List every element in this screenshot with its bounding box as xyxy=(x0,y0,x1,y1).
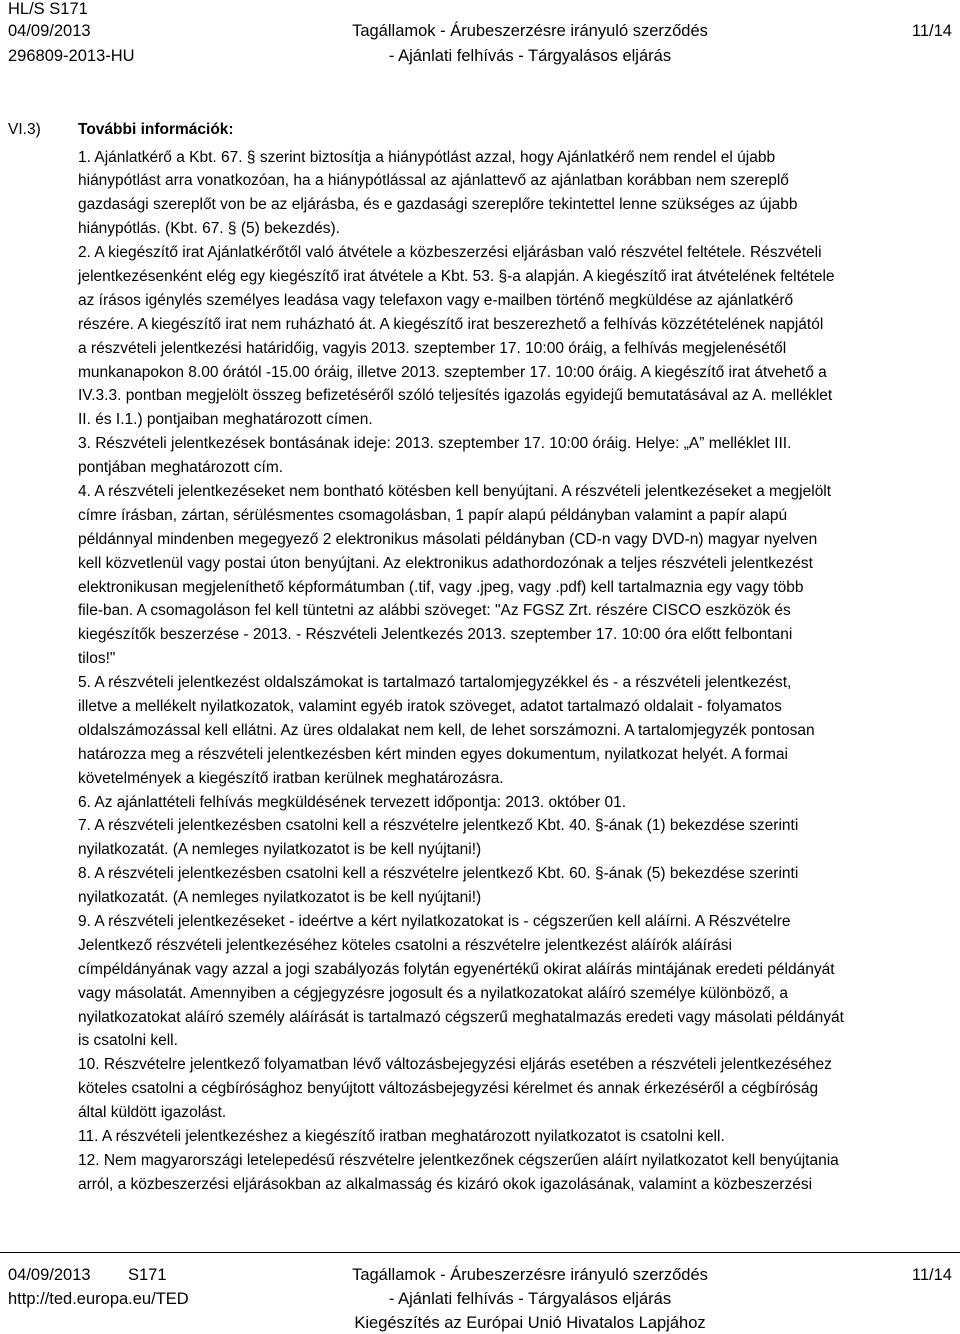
body-text-line: a részvételi jelentkezési határidőig, vagyis 2013. szeptember 17. 10:00 óráig, a felhívás megjelenésétől xyxy=(78,339,787,357)
body-text-line: II. és I.1.) pontjaiban meghatározott címen. xyxy=(78,411,373,429)
body-text-line: 7. A részvételi jelentkezésben csatolni kell a részvételre jelentkező Kbt. 40. §-ának (1) bekezdése szerinti xyxy=(78,817,799,835)
body-text-line: vagy másolatát. Amennyiben a cégjegyzésre jogosult és a nyilatkozatokat aláíró személye különböző, a xyxy=(78,984,788,1002)
footer-title-line2: - Ajánlati felhívás - Tárgyalásos eljárás xyxy=(388,1290,672,1308)
body-text-line: az írásos igénylés személyes leadása vagy telefaxon vagy e-mailben történő megküldése az ajánlatkérő xyxy=(78,291,794,309)
body-text-line: 9. A részvételi jelentkezéseket - ideértve a kért nyilatkozatokat is - cégszerűen kell aláírni. A Részvételre xyxy=(78,913,791,930)
body-text-line: nyilatkozatokat aláíró személy aláírását is tartalmazó cégszerű meghatalmazás eredeti vagy másolati példányát xyxy=(78,1008,844,1026)
body-text-line: 5. A részvételi jelentkezést oldalszámokat is tartalmazó tartalomjegyzékkel és - a részvételi jelentkezést, xyxy=(78,674,792,692)
document-code: HL/S S171 xyxy=(8,0,88,18)
body-text-line: köteles csatolni a cégbírósághoz benyújtott változásbejegyzési kérelmet és annak érkezéséről a cégbíróság xyxy=(78,1080,819,1098)
body-text-line: határozza meg a részvételi jelentkezésben kért minden egyes dokumentum, nyilatkozat helyét. A formai xyxy=(78,745,788,763)
body-text-line: Jelentkező részvételi jelentkezéséhez köteles csatolni a részvételre jelentkezést aláírók aláírási xyxy=(78,936,732,954)
body-text-line: címpéldányának vagy azzal a jogi szabályozás folytán egyenértékű okirat aláírás mintájának eredeti példányát xyxy=(78,960,835,978)
body-text-line: példánnyal mindenben megegyező 2 elektronikus másolati példányban (CD-n vagy DVD-n) magyar nyelven xyxy=(78,530,818,548)
section-number: VI.3) xyxy=(8,121,41,138)
body-text-line: nyilatkozatát. (A nemleges nyilatkozatot is be kell nyújtani!) xyxy=(78,841,482,859)
body-text-line: kell közvetlenül vagy postai úton benyújtani. Az elektronikus adathordozónak a teljes részvételi jelentkezést xyxy=(78,554,813,572)
body-text-line: file-ban. A csomagoláson fel kell tüntetni az alábbi szöveget: "Az FGSZ Zrt. részére CISCO eszközök és xyxy=(78,602,791,620)
section-body xyxy=(78,146,952,1197)
body-text-line: címre írásban, zártan, sérülésmentes csomagolásban, 1 papír alapú példányban valamint a papír alapú xyxy=(78,506,788,524)
body-text-line: 8. A részvételi jelentkezésben csatolni kell a részvételre jelentkező Kbt. 60. §-ának (5) bekezdése szerinti xyxy=(78,865,799,883)
header-title-line1: Tagállamok - Árubeszerzésre irányuló szerződés xyxy=(352,22,708,40)
body-text-line: 12. Nem magyarországi letelepedésű részvételre jelentkezőnek cégszerűen aláírt nyilatkozatot kell benyújtania xyxy=(78,1151,839,1169)
footer-title-line3: Kiegészítés az Európai Unió Hivatalos Lapjához xyxy=(354,1314,706,1332)
body-text-line: munkanapokon 8.00 órától -15.00 óráig, illetve 2013. szeptember 17. 10:00 óráig. A kiegészítő irat átvehető a xyxy=(78,363,827,381)
body-text-line: 2. A kiegészítő irat Ajánlatkérőtől való átvétele a közbeszerzési eljárásban való részvétel feltétele. Részvételi xyxy=(78,244,822,262)
body-text-line: által küldött igazolást. xyxy=(78,1104,227,1122)
body-text-line: 4. A részvételi jelentkezéseket nem bontható kötésben kell benyújtani. A részvételi jelentkezéseket a megjelölt xyxy=(78,482,832,500)
body-text-line: pontjában meghatározott cím. xyxy=(78,459,284,477)
body-text-line: illetve a mellékelt nyilatkozatok, valamint egyéb iratok szöveget, adatot tartalmazó oldalait - folyamatos xyxy=(78,697,782,715)
body-text-line: 11. A részvételi jelentkezéshez a kiegészítő iratban meghatározott nyilatkozatot is csatolni kell. xyxy=(78,1128,725,1146)
body-text-line: gazdasági szereplőt von be az eljárásba, és e gazdasági szereplőre tekintettel lenne szükséges az újabb xyxy=(78,196,798,214)
footer-date: 04/09/2013 xyxy=(8,1266,91,1284)
body-text-line: 10. Részvételre jelentkező folyamatban lévő változásbejegyzési eljárás esetében a részvételi jelentkezéséhez xyxy=(78,1056,832,1074)
body-text-line: IV.3.3. pontban megjelölt összeg befizetéséről szóló teljesítés igazolás egyidejű bemutatásával az A. melléklet xyxy=(78,387,833,405)
footer-title-line1: Tagállamok - Árubeszerzésre irányuló szerződés xyxy=(352,1266,708,1284)
body-text-line: jelentkezésenként elég egy kiegészítő irat átvétele a Kbt. 53. §-a alapján. A kiegészítő irat átvételének feltétele xyxy=(78,267,835,285)
section-title: További információk: xyxy=(78,121,234,138)
header-date: 04/09/2013 xyxy=(8,22,91,40)
notice-id: 296809-2013-HU xyxy=(8,47,135,65)
body-text-line: tilos!" xyxy=(78,650,116,668)
body-text-line: is csatolni kell. xyxy=(78,1032,178,1050)
body-text-line: hiánypótlás. (Kbt. 67. § (5) bekezdés). xyxy=(78,220,340,238)
header-title-line2: - Ajánlati felhívás - Tárgyalásos eljárás xyxy=(388,47,672,65)
body-text-line: nyilatkozatát. (A nemleges nyilatkozatot is be kell nyújtani!) xyxy=(78,889,482,907)
footer-divider xyxy=(0,1252,960,1253)
body-text-line: kiegészítők beszerzése - 2013. - Részvételi Jelentkezés 2013. szeptember 17. 10:00 óra előtt felbontani xyxy=(78,626,793,644)
body-text-line: arról, a közbeszerzési eljárásokban az alkalmasság és kizáró okok igazolásának, valamint a közbeszerzési xyxy=(78,1175,813,1193)
body-text-line: elektronikusan megjeleníthető képformátumban (.tif, vagy .jpeg, vagy .pdf) kell tartalmaznia egy vagy több xyxy=(78,578,804,596)
body-text-line: hiánypótlást arra vonatkozóan, ha a hiánypótlással az ajánlattevő az ajánlatban korábban nem szereplő xyxy=(78,172,789,190)
footer-series: S171 xyxy=(128,1266,167,1284)
body-text-line: oldalszámozással kell ellátni. Az üres oldalakat nem kell, de lehet sorszámozni. A tartalomjegyzék pontosan xyxy=(78,721,815,739)
body-text-line: 3. Részvételi jelentkezések bontásának ideje: 2013. szeptember 17. 10:00 óráig. Helye: „A” melléklet III. xyxy=(78,435,792,453)
body-text-line: 6. Az ajánlattételi felhívás megküldésének tervezett időpontja: 2013. október 01. xyxy=(78,793,627,811)
footer-page-number: 11/14 xyxy=(911,1266,952,1284)
footer-url[interactable]: http://ted.europa.eu/TED xyxy=(8,1290,189,1308)
body-text-line: követelmények a kiegészítő iratban kerülnek meghatározásra. xyxy=(78,769,504,787)
body-text-line: 1. Ajánlatkérő a Kbt. 67. § szerint biztosítja a hiánypótlást azzal, hogy Ajánlatkérő nem rendel el újabb xyxy=(78,148,776,166)
body-text-line: részére. A kiegészítő irat nem ruházható át. A kiegészítő irat beszerezhető a felhívás közzétételének napjától xyxy=(78,315,824,333)
header-page-number: 11/14 xyxy=(911,22,952,40)
